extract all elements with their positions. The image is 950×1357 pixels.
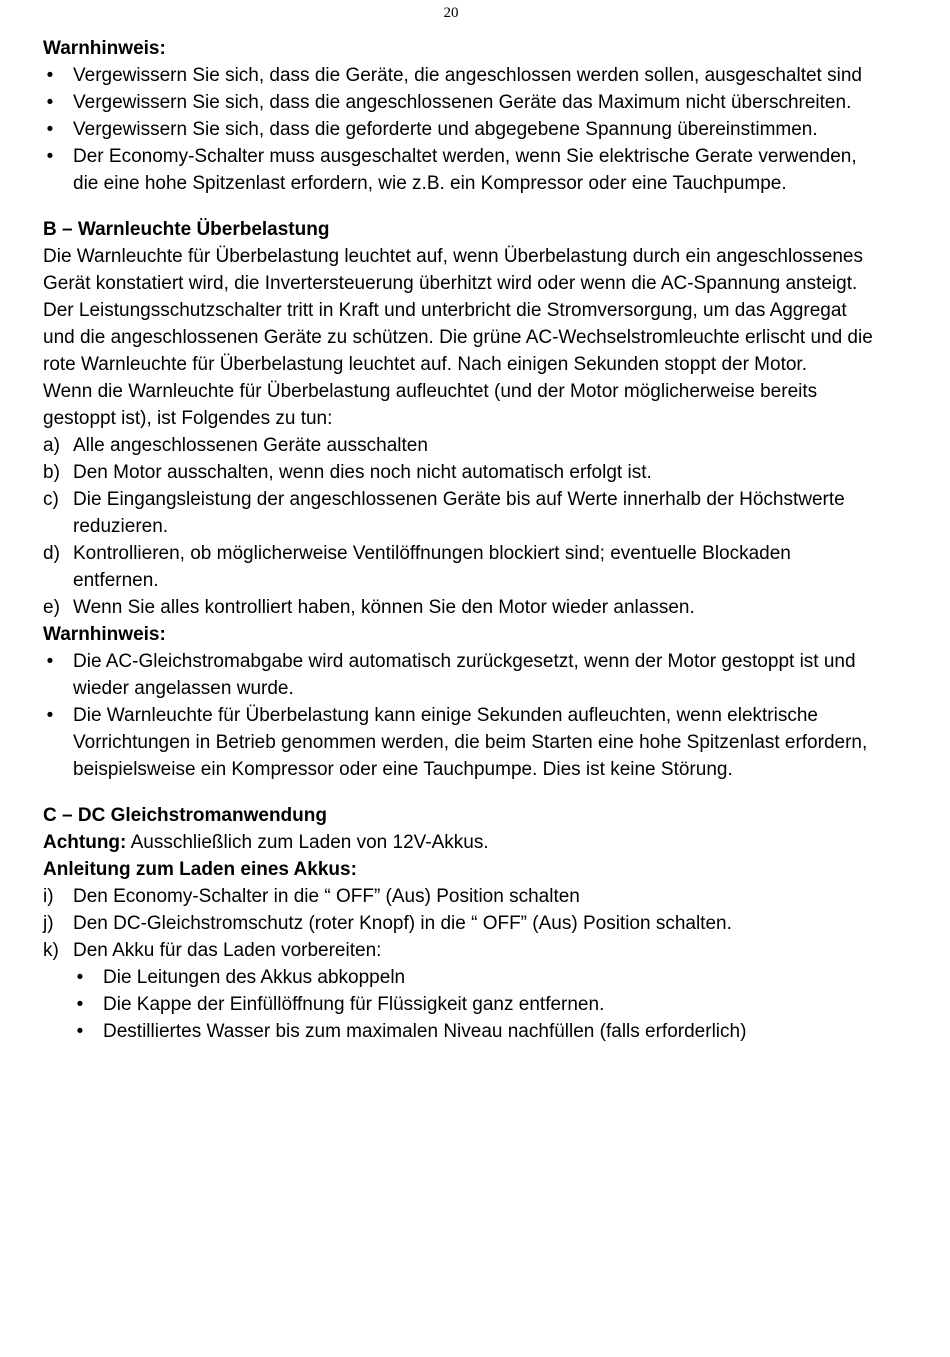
list-item: c) Die Eingangsleistung der angeschlossenen Geräte bis auf Werte innerhalb der Höchstwerte reduzieren. <box>43 489 845 537</box>
bullet-icon: • <box>46 146 54 167</box>
caution-text: Ausschließlich zum Laden von 12V-Akkus. <box>126 832 489 853</box>
section-c-heading: C – DC Gleichstromanwendung <box>43 805 327 826</box>
bullet-icon: • <box>76 994 84 1015</box>
bullet-icon: • <box>46 651 54 672</box>
section-b-warning-heading: Warnhinweis: <box>43 624 166 645</box>
bullet-icon: • <box>76 1021 84 1042</box>
charging-heading: Anleitung zum Laden eines Akkus: <box>43 859 357 880</box>
caution-label: Achtung: <box>43 832 127 853</box>
list-item: • Destilliertes Wasser bis zum maximalen Niveau nachfüllen (falls erforderlich) <box>73 1018 873 1045</box>
list-item: b) Den Motor ausschalten, wenn dies noch nicht automatisch erfolgt ist. <box>43 462 652 483</box>
list-item: • Die Leitungen des Akkus abkoppeln <box>73 964 873 991</box>
list-item: • Der Economy-Schalter muss ausgeschaltet werden, wenn Sie elektrische Gerate verwenden, die eine hohe Spitzenlast erfordern, wie z.B. ein Kompressor oder eine Tauchpumpe. <box>43 143 873 197</box>
list-item: • Die AC-Gleichstromabgabe wird automatisch zurückgesetzt, wenn der Motor gestoppt ist und wieder angelassen wurde. <box>43 648 873 702</box>
list-item: • Vergewissern Sie sich, dass die angeschlossenen Geräte das Maximum nicht überschreiten. <box>43 89 873 116</box>
sub-list <box>73 964 873 1045</box>
bullet-icon: • <box>46 92 54 113</box>
list-item: • Vergewissern Sie sich, dass die Geräte, die angeschlossen werden sollen, ausgeschaltet sind <box>43 62 873 89</box>
list-item: e) Wenn Sie alles kontrolliert haben, können Sie den Motor wieder anlassen. <box>43 597 695 618</box>
section-b-warning-list <box>43 648 873 783</box>
warning-list <box>43 62 873 197</box>
page-number: 20 <box>443 5 459 21</box>
list-item: d) Kontrollieren, ob möglicherweise Ventilöffnungen blockiert sind; eventuelle Blockaden entfernen. <box>43 543 791 591</box>
section-b-heading: B – Warnleuchte Überbelastung <box>43 219 330 240</box>
list-item: k) Den Akku für das Laden vorbereiten: • Die Leitungen des Akkus abkoppeln • Die Kappe der Einfüllöffnung für Flüssigkeit ganz entfernen. • Destilliertes Wasser bis zum maximalen Niveau nachfüllen (falls erforderlich) <box>43 937 873 1045</box>
caution-line <box>43 829 873 856</box>
bullet-icon: • <box>76 967 84 988</box>
bullet-icon: • <box>46 705 54 726</box>
list-item: • Vergewissern Sie sich, dass die geforderte und abgegebene Spannung übereinstimmen. <box>43 116 873 143</box>
list-item: i) Den Economy-Schalter in die “ OFF” (Aus) Position schalten <box>43 886 580 907</box>
warning-heading: Warnhinweis: <box>43 38 166 59</box>
section-b-steps <box>43 432 873 621</box>
list-item: a) Alle angeschlossenen Geräte ausschalten <box>43 435 428 456</box>
section-b-paragraph-1: Die Warnleuchte für Überbelastung leuchtet auf, wenn Überbelastung durch ein angeschlossenes Gerät konstatiert wird, die Invertersteuerung überhitzt wird oder wenn die AC-Spannung ansteigt. Der Leistungsschutzschalter tritt in Kraft und unterbricht die Stromversorgung, um das Aggregat und die angeschlossenen Geräte zu schützen. Die grüne AC-Wechselstromleuchte erlischt und die rote Warnleuchte für Überbelastung leuchtet auf. Nach einigen Sekunden stoppt der Motor. <box>43 246 873 375</box>
document-body <box>43 35 873 1045</box>
bullet-icon: • <box>46 65 54 86</box>
section-b-paragraph-2: Wenn die Warnleuchte für Überbelastung aufleuchtet (und der Motor möglicherweise bereits gestoppt ist), ist Folgendes zu tun: <box>43 381 818 429</box>
section-c-steps <box>43 883 873 1045</box>
list-item: j) Den DC-Gleichstromschutz (roter Knopf) in die “ OFF” (Aus) Position schalten. <box>43 913 732 934</box>
list-item: • Die Warnleuchte für Überbelastung kann einige Sekunden aufleuchten, wenn elektrische Vorrichtungen in Betrieb genommen werden, die beim Starten eine hohe Spitzenlast erfordern, beispielsweise ein Kompressor oder eine Tauchpumpe. Dies ist keine Störung. <box>43 702 873 783</box>
list-item: • Die Kappe der Einfüllöffnung für Flüssigkeit ganz entfernen. <box>73 991 873 1018</box>
bullet-icon: • <box>46 119 54 140</box>
